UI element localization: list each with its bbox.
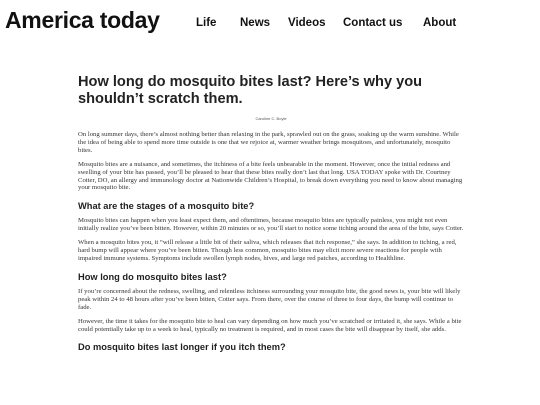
- site-logo[interactable]: America today: [5, 7, 160, 33]
- article-paragraph: However, the time it takes for the mosquito bite to heal can vary depending on how much you’ve scratched or irritated it, she says. While a bite could potentially take up to a week to heal, typically no treatment is required, and in most cases the bite will disappear by itself, she adds.: [78, 317, 462, 333]
- nav-item-videos[interactable]: Videos: [288, 17, 326, 29]
- nav-item-contact-us[interactable]: Contact us: [343, 17, 403, 29]
- article-paragraph: When a mosquito bites you, it “will release a little bit of their saliva, which releases that itch response,” she says. In addition to itching, a red, hard bump will appear where you’ve been bitten. Though less common, mosquito bites may elicit more severe reactions for people with impaired immune systems. Symptoms include swollen lymph nodes, hives, and large red patches, according to Healthline.: [78, 239, 457, 262]
- article-paragraph: On long summer days, there’s almost nothing better than relaxing in the park, sprawled out on the grass, soaking up the warm sunshine. While the idea of being able to spend more time outside is one that we rejoice at, warmer weather brings mosquitoes, and unfortunately, mosquito bites.: [78, 131, 459, 154]
- nav-item-news[interactable]: News: [240, 17, 271, 29]
- article-paragraph: Mosquito bites are a nuisance, and sometimes, the itchiness of a bite feels unbearable in the moment. However, once the initial redness and swelling of your bite has passed, you’ll be pleased to hear that these bites really don’t last that long. USA TODAY spoke with Dr. Courtney Cotter, DO, an allergy and immunology doctor at Nationwide Children’s Hospital, to break down everything you need to know about managing your mosquito bite.: [78, 160, 463, 192]
- article-title: How long do mosquito bites last? Here’s why you shouldn’t scratch them.: [78, 74, 423, 107]
- nav-item-life[interactable]: Life: [196, 17, 217, 29]
- nav-item-about[interactable]: About: [423, 17, 457, 29]
- article: [78, 74, 464, 358]
- article-paragraph: If you’re concerned about the redness, swelling, and relentless itchiness surrounding your mosquito bite, the good news is, your bite will likely peak within 24 to 48 hours after you’ve been bitten, Cotter says. From there, over the course of three to four days, the bump will continue to fade.: [78, 287, 461, 311]
- section-heading: What are the stages of a mosquito bite?: [78, 201, 255, 212]
- article-byline: Caroline C. Boyle: [255, 116, 287, 121]
- section-heading: Do mosquito bites last longer if you itch them?: [78, 342, 286, 353]
- site-header: [0, 0, 540, 44]
- article-paragraph: Mosquito bites can happen when you least expect them, and oftentimes, because mosquito bites are typically painless, you might not even initially realize you’ve been bitten. However, within 20 minutes or so, you’ll start to notice some itching around the area of the bite, says Cotter.: [78, 217, 464, 233]
- section-heading: How long do mosquito bites last?: [78, 271, 227, 282]
